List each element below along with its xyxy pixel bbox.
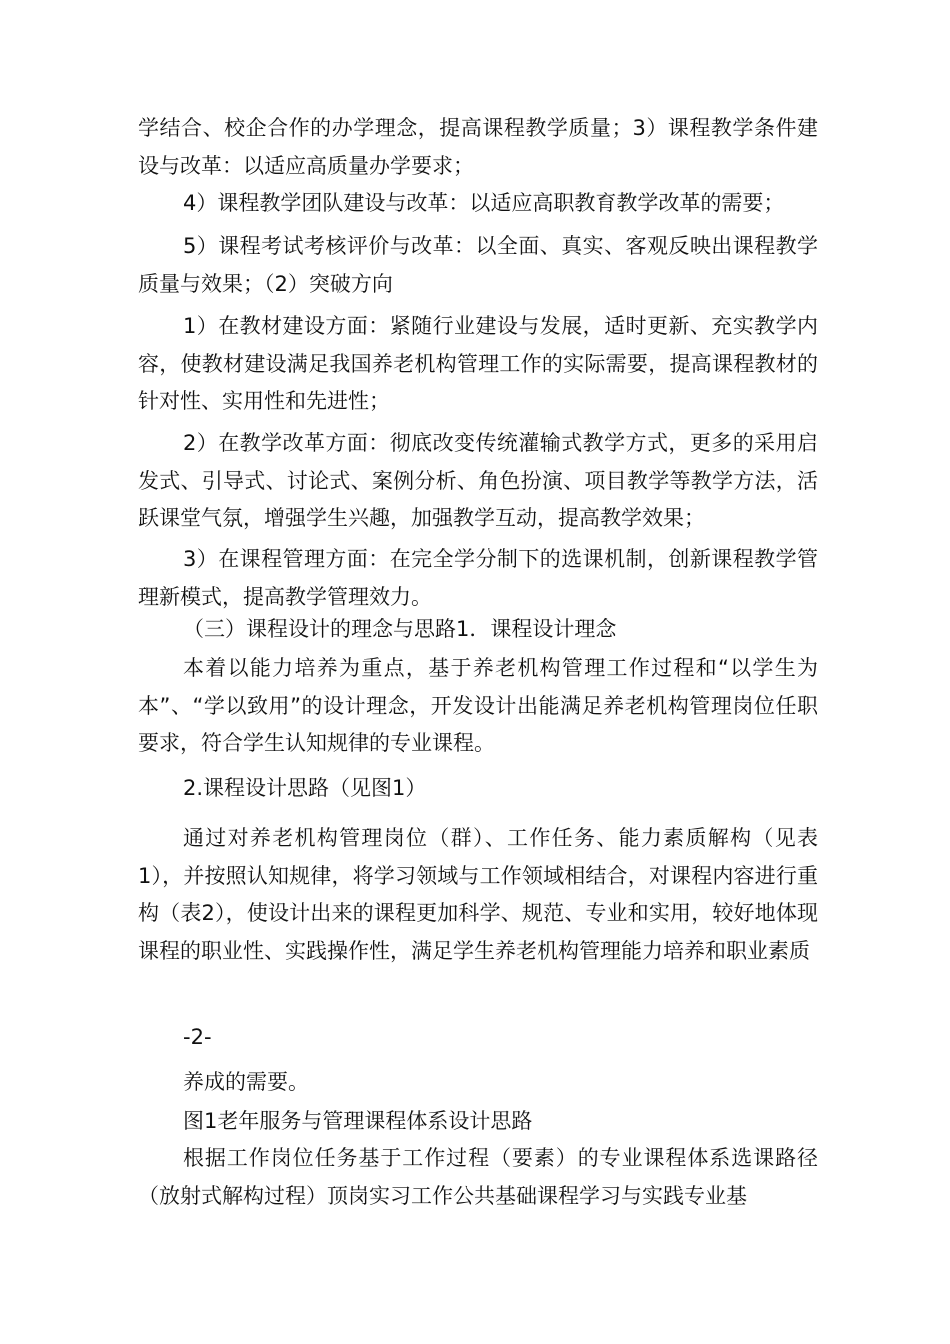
paragraph-10: 通过对养老机构管理岗位（群）、工作任务、能力素质解构（见表1），并按照认知规律，将学习领域与工作领域相结合，对课程内容进行重构（表2），使设计出来的课程更加科学、规范、专业和实用，较好地体现课程的职业性、实践操作性，满足学生养老机构管理能力培养和职业素质 xyxy=(138,826,818,963)
paragraph-5: 2）在教学改革方面：彻底改变传统灌输式教学方式，更多的采用启发式、引导式、讨论式、案例分析、角色扮演、项目教学等教学方法，活跃课堂气氛，增强学生兴趣，加强教学互动，提高教学效果； xyxy=(138,431,818,530)
paragraph-6: 3）在课程管理方面：在完全学分制下的选课机制，创新课程教学管理新模式，提高教学管理效力。 xyxy=(138,547,818,609)
section-heading: （三）课程设计的理念与思路1．课程设计理念 xyxy=(183,617,617,641)
paragraph-8: 本着以能力培养为重点，基于养老机构管理工作过程和“以学生为本”、“学以致用”的设计理念，开发设计出能满足养老机构管理岗位任职要求，符合学生认知规律的专业课程。 xyxy=(138,656,818,755)
figure-caption: 图1老年服务与管理课程体系设计思路 xyxy=(183,1109,533,1133)
paragraph-1: 学结合、校企合作的办学理念，提高课程教学质量；3）课程教学条件建设与改革：以适应高质量办学要求； xyxy=(138,116,818,178)
paragraph-2: 4）课程教学团队建设与改革：以适应高职教育教学改革的需要； xyxy=(183,191,785,215)
paragraph-13: 根据工作岗位任务基于工作过程（要素）的专业课程体系选课路径（放射式解构过程）顶岗实习工作公共基础课程学习与实践专业基 xyxy=(138,1146,818,1208)
page-number: -2- xyxy=(183,1025,212,1049)
subsection-heading: 2.课程设计思路（见图1） xyxy=(183,776,427,800)
paragraph-11: 养成的需要。 xyxy=(183,1070,309,1094)
paragraph-3: 5）课程考试考核评价与改革：以全面、真实、客观反映出课程教学质量与效果；（2）突破方向 xyxy=(138,234,818,296)
paragraph-4: 1）在教材建设方面：紧随行业建设与发展，适时更新、充实教学内容，使教材建设满足我国养老机构管理工作的实际需要，提高课程教材的针对性、实用性和先进性； xyxy=(138,314,818,413)
